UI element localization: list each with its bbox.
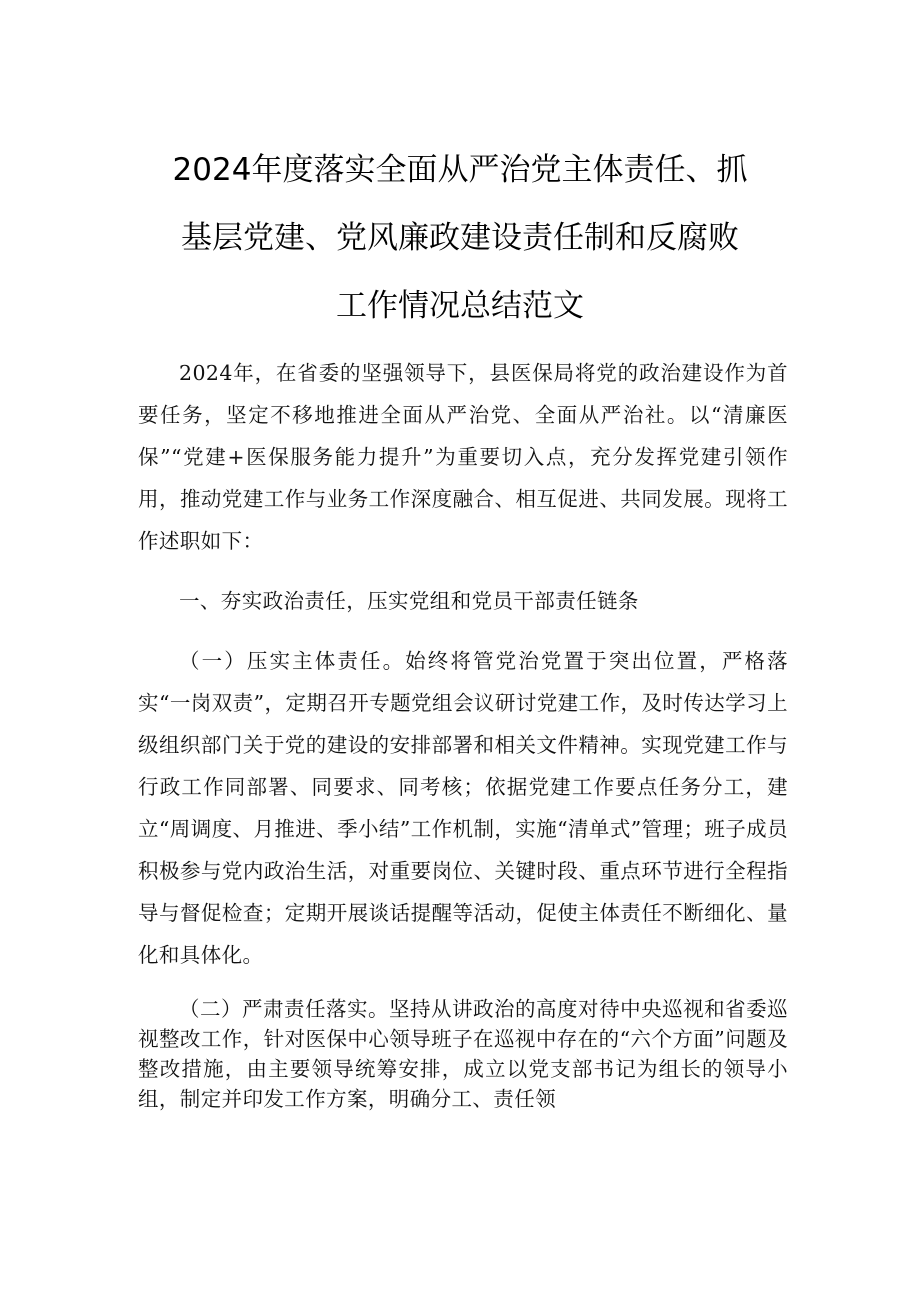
document-title — [120, 136, 800, 340]
title-line-1: 2024年度落实全面从严治党主体责任、抓 — [172, 152, 748, 188]
intro-paragraph: 2024年，在省委的坚强领导下，县医保局将党的政治建设作为首要任务，坚定不移地推进全面从严治党、全面从严治社。以“清廉医保”“党建+医保服务能力提升”为重要切入点，充分发挥党建引领作用，推动党建工作与业务工作深度融合、相互促进、共同发展。现将工作述职如下： — [138, 361, 788, 553]
title-line-2: 基层党建、党风廉政建设责任制和反腐败 — [181, 220, 739, 256]
item-2-paragraph: （二）严肃责任落实。坚持从讲政治的高度对待中央巡视和省委巡视整改工作，针对医保中心领导班子在巡视中存在的“六个方面”问题及整改措施，由主要领导统筹安排，成立以党支部书记为组长的领导小组，制定并印发工作方案，明确分工、责任领 — [138, 997, 788, 1111]
document-body — [138, 352, 788, 1114]
item-1-paragraph: （一）压实主体责任。始终将管党治党置于突出位置，严格落实“一岗双责”，定期召开专题党组会议研讨党建工作，及时传达学习上级组织部门关于党的建设的安排部署和相关文件精神。实现党建工作与行政工作同部署、同要求、同考核；依据党建工作要点任务分工，建立“周调度、月推进、季小结”工作机制，实施“清单式”管理；班子成员积极参与党内政治生活，对重要岗位、关键时段、重点环节进行全程指导与督促检查；定期开展谈话提醒等活动，促使主体责任不断细化、量化和具体化。 — [138, 649, 788, 967]
title-line-3: 工作情况总结范文 — [336, 288, 584, 324]
section-1-heading: 一、夯实政治责任，压实党组和党员干部责任链条 — [179, 589, 639, 613]
